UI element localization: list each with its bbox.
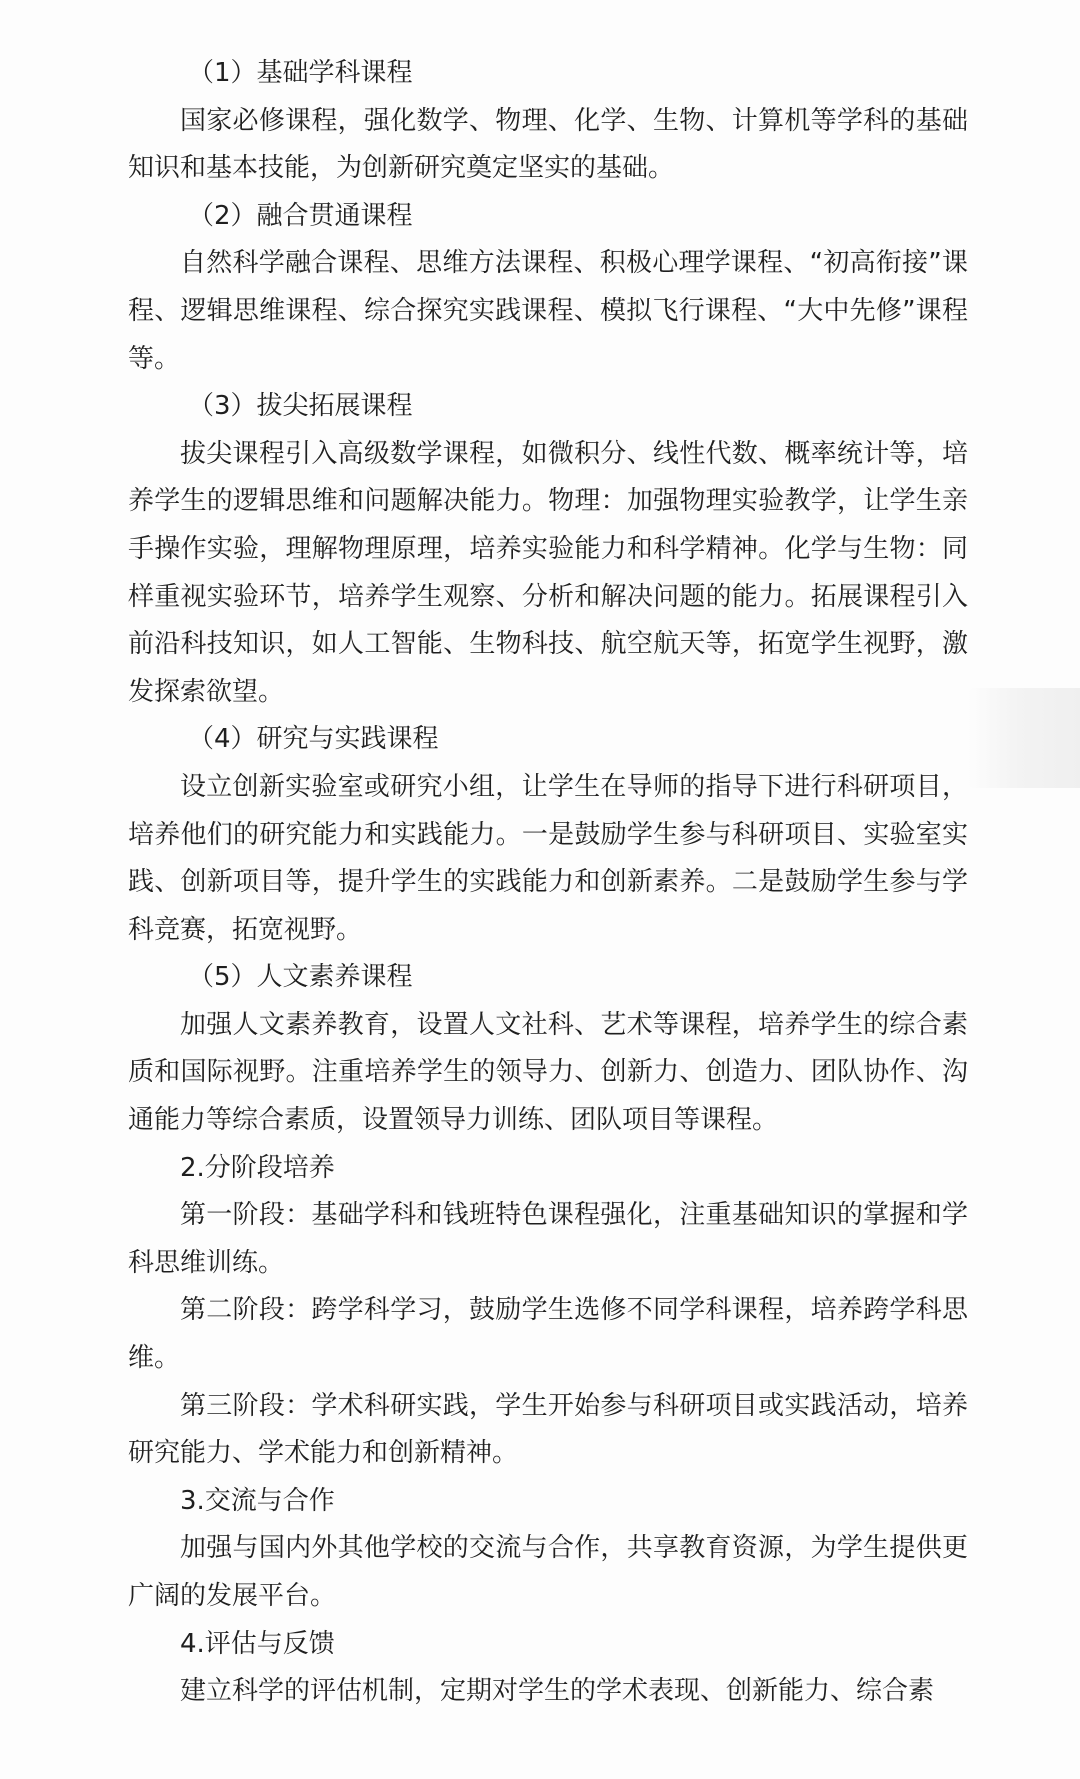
- page-edge-shadow: [968, 688, 1080, 788]
- paragraph-advanced-courses: 拔尖课程引入高级数学课程，如微积分、线性代数、概率统计等，培养学生的逻辑思维和问题解决能力。物理：加强物理实验教学，让学生亲手操作实验，理解物理原理，培养实验能力和科学精神。化学与生物：同样重视实验环节，培养学生观察、分析和解决问题的能力。拓展课程引入前沿科技知识，如人工智能、生物科技、航空航天等，拓宽学生视野，激发探索欲望。: [128, 438, 968, 707]
- paragraph-humanities-courses: 加强人文素养教育，设置人文社科、艺术等课程，培养学生的综合素质和国际视野。注重培养学生的领导力、创新力、创造力、团队协作、沟通能力等综合素质，设置领导力训练、团队项目等课程。: [128, 1009, 968, 1136]
- paragraph-evaluation: 建立科学的评估机制，定期对学生的学术表现、创新能力、综合素: [180, 1676, 935, 1707]
- paragraph-integrated-courses: 自然科学融合课程、思维方法课程、积极心理学课程、“初高衔接”课程、逻辑思维课程、综合探究实践课程、模拟飞行课程、“大中先修”课程等。: [128, 248, 968, 374]
- section-heading-evaluation: 4.评估与反馈: [180, 1628, 335, 1659]
- subheading-basic-courses: （1）基础学科课程: [188, 58, 413, 88]
- paragraph-exchange: 加强与国内外其他学校的交流与合作，共享教育资源，为学生提供更广阔的发展平台。: [128, 1533, 968, 1611]
- paragraph-basic-courses: 国家必修课程，强化数学、物理、化学、生物、计算机等学科的基础知识和基本技能，为创新研究奠定坚实的基础。: [128, 105, 968, 184]
- subheading-research-courses: （4）研究与实践课程: [188, 724, 439, 755]
- section-heading-staged-training: 2.分阶段培养: [180, 1152, 335, 1183]
- subheading-integrated-courses: （2）融合贯通课程: [188, 200, 413, 231]
- subheading-advanced-courses: （3）拔尖拓展课程: [188, 391, 413, 422]
- paragraph-stage-three: 第三阶段：学术科研实践，学生开始参与科研项目或实践活动，培养研究能力、学术能力和创新精神。: [128, 1390, 968, 1469]
- subheading-humanities-courses: （5）人文素养课程: [188, 962, 413, 993]
- paragraph-research-courses: 设立创新实验室或研究小组，让学生在导师的指导下进行科研项目，培养他们的研究能力和实践能力。一是鼓励学生参与科研项目、实验室实践、创新项目等，提升学生的实践能力和创新素养。二是鼓励学生参与学科竞赛，拓宽视野。: [128, 771, 968, 945]
- document-body: [128, 50, 968, 1716]
- section-heading-exchange: 3.交流与合作: [180, 1485, 335, 1516]
- paragraph-stage-one: 第一阶段：基础学科和钱班特色课程强化，注重基础知识的掌握和学科思维训练。: [128, 1200, 968, 1278]
- paragraph-stage-two: 第二阶段：跨学科学习，鼓励学生选修不同学科课程，培养跨学科思维。: [128, 1295, 968, 1374]
